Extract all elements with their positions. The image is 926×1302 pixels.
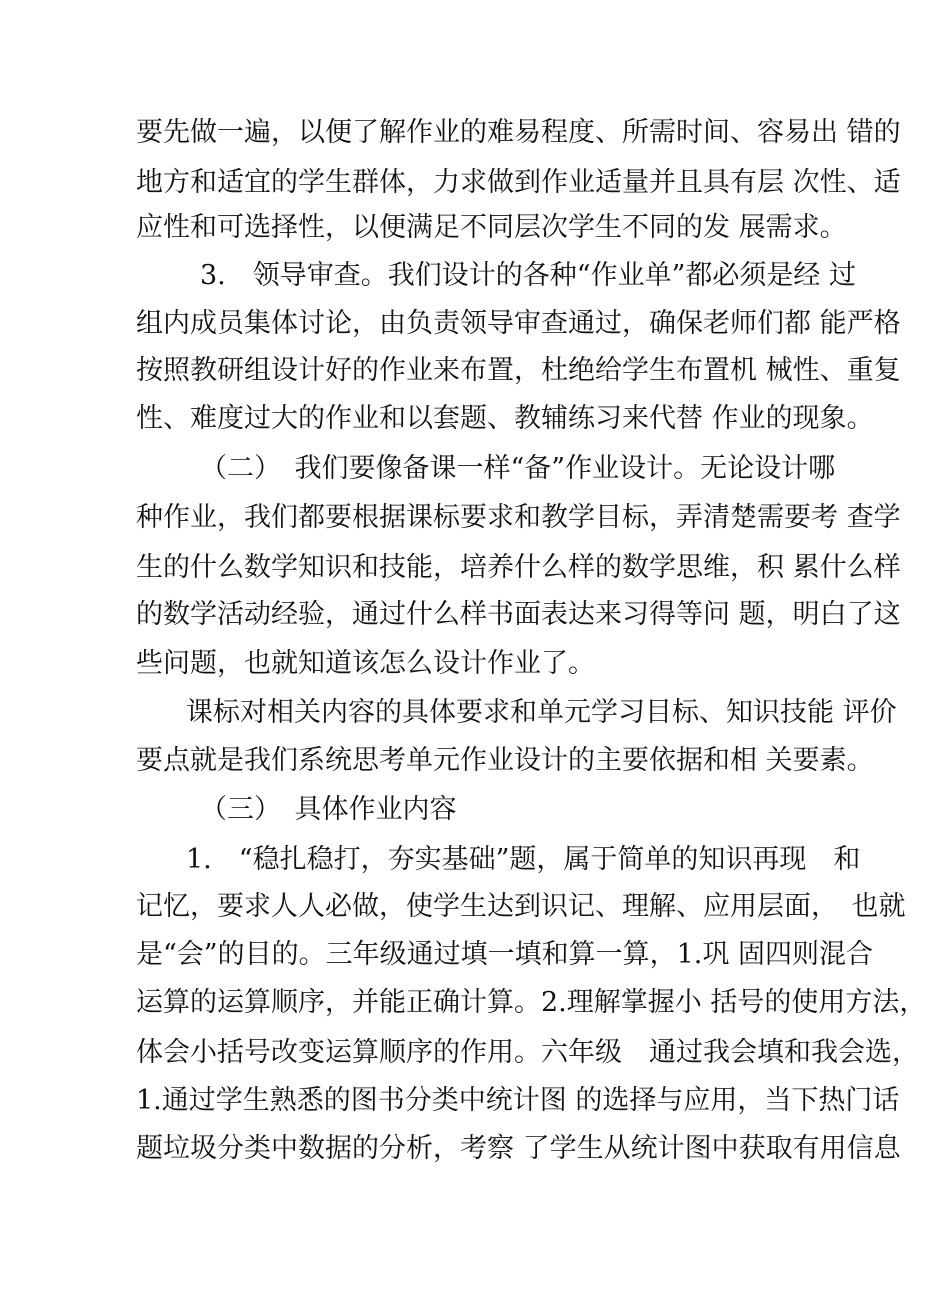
text-line: 地方和适宜的学生群体，力求做到作业适量并且具有层 次性、适 — [136, 167, 901, 198]
text-line: 应性和可选择性，以便满足不同层次学生不同的发 展需求。 — [136, 212, 847, 243]
text-line: （二） 我们要像备课一样“备”作业设计。无论设计哪 — [200, 453, 836, 484]
text-line: 种作业，我们都要根据课标要求和教学目标，弄清楚需要考 查学 — [136, 502, 901, 533]
text-line: 运算的运算顺序，并能正确计算。2.理解掌握小 括号的使用方法， — [136, 987, 926, 1018]
text-line: （三） 具体作业内容 — [200, 794, 457, 825]
text-line: 题垃圾分类中数据的分析，考察 了学生从统计图中获取有用信息 — [136, 1133, 901, 1164]
text-line: 要先做一遍，以便了解作业的难易程度、所需时间、容易出 错的 — [136, 117, 901, 148]
text-line: 的数学活动经验，通过什么样书面表达来习得等问 题，明白了这 — [136, 599, 901, 630]
text-line: 1. “稳扎稳打，夯实基础”题，属于简单的知识再现 和 — [186, 844, 861, 875]
text-line: 1.通过学生熟悉的图书分类中统计图 的选择与应用，当下热门话 — [136, 1085, 900, 1116]
text-line: 要点就是我们系统思考单元作业设计的主要依据和相 关要素。 — [136, 745, 874, 776]
text-line: 组内成员集体讨论，由负责领导审查通过，确保老师们都 能严格 — [136, 308, 901, 339]
text-line: 体会小括号改变运算顺序的作用。六年级 通过我会填和我会选， — [136, 1037, 919, 1068]
text-line: 按照教研组设计好的作业来布置，杜绝给学生布置机 械性、重复 — [136, 355, 901, 386]
text-line: 课标对相关内容的具体要求和单元学习目标、知识技能 评价 — [186, 697, 897, 728]
text-line: 是“会”的目的。三年级通过填一填和算一算，1.巩 固四则混合 — [136, 939, 873, 970]
text-line: 些问题，也就知道该怎么设计作业了。 — [136, 648, 595, 679]
text-line: 记忆，要求人人必做，使学生达到识记、理解、应用层面， 也就 — [136, 891, 906, 922]
text-line: 生的什么数学知识和技能，培养什么样的数学思维，积 累什么样 — [136, 552, 901, 583]
text-line: 3. 领导审查。我们设计的各种“作业单”都必须是经 过 — [200, 260, 856, 291]
text-line: 性、难度过大的作业和以套题、教辅练习来代替 作业的现象。 — [136, 403, 874, 434]
